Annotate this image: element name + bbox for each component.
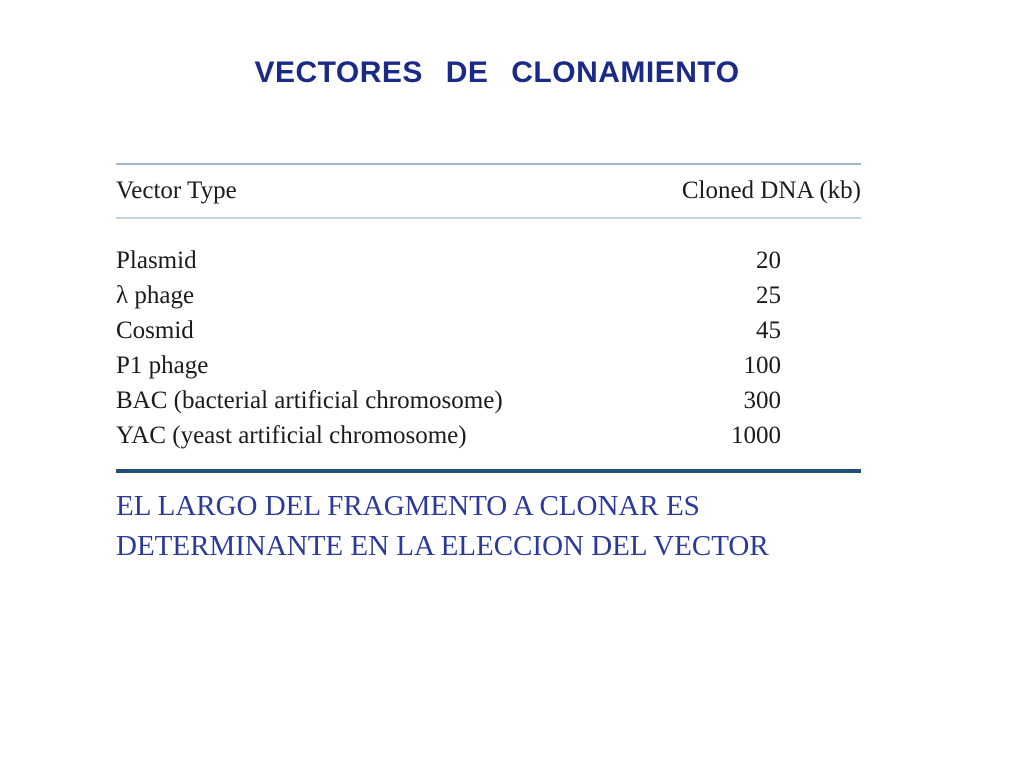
- cloned-dna-value: 300: [743, 387, 781, 414]
- vector-name: Cosmid: [116, 317, 194, 344]
- cloned-dna-value: 20: [756, 247, 781, 274]
- table-row: [116, 348, 861, 383]
- note-text: EL LARGO DEL FRAGMENTO A CLONAR ES DETERMINANTE EN LA ELECCION DEL VECTOR: [116, 490, 769, 562]
- table-body: [116, 219, 861, 469]
- vector-name: BAC (bacterial artificial chromosome): [116, 387, 503, 414]
- cloned-dna-value: 100: [743, 352, 781, 379]
- header-cloned-dna: Cloned DNA (kb): [681, 177, 861, 204]
- vector-name: YAC (yeast artificial chromosome): [116, 422, 467, 449]
- slide-title: VECTORES DE CLONAMIENTO: [254, 56, 740, 89]
- table-row: [116, 418, 861, 453]
- table-row: [116, 313, 861, 348]
- cloned-dna-value: 1000: [731, 422, 781, 449]
- cloned-dna-value: 25: [756, 282, 781, 309]
- vector-name: Plasmid: [116, 247, 197, 274]
- cloned-dna-value: 45: [756, 317, 781, 344]
- vector-name: P1 phage: [116, 352, 209, 379]
- header-vector-type: Vector Type: [116, 177, 237, 204]
- vector-name: λ phage: [116, 282, 195, 309]
- table-header: [116, 165, 861, 217]
- table-row: [116, 278, 861, 313]
- table-row: [116, 383, 861, 418]
- table-bottom-rule: [116, 469, 861, 473]
- vector-table: [116, 163, 861, 473]
- table-row: [116, 243, 861, 278]
